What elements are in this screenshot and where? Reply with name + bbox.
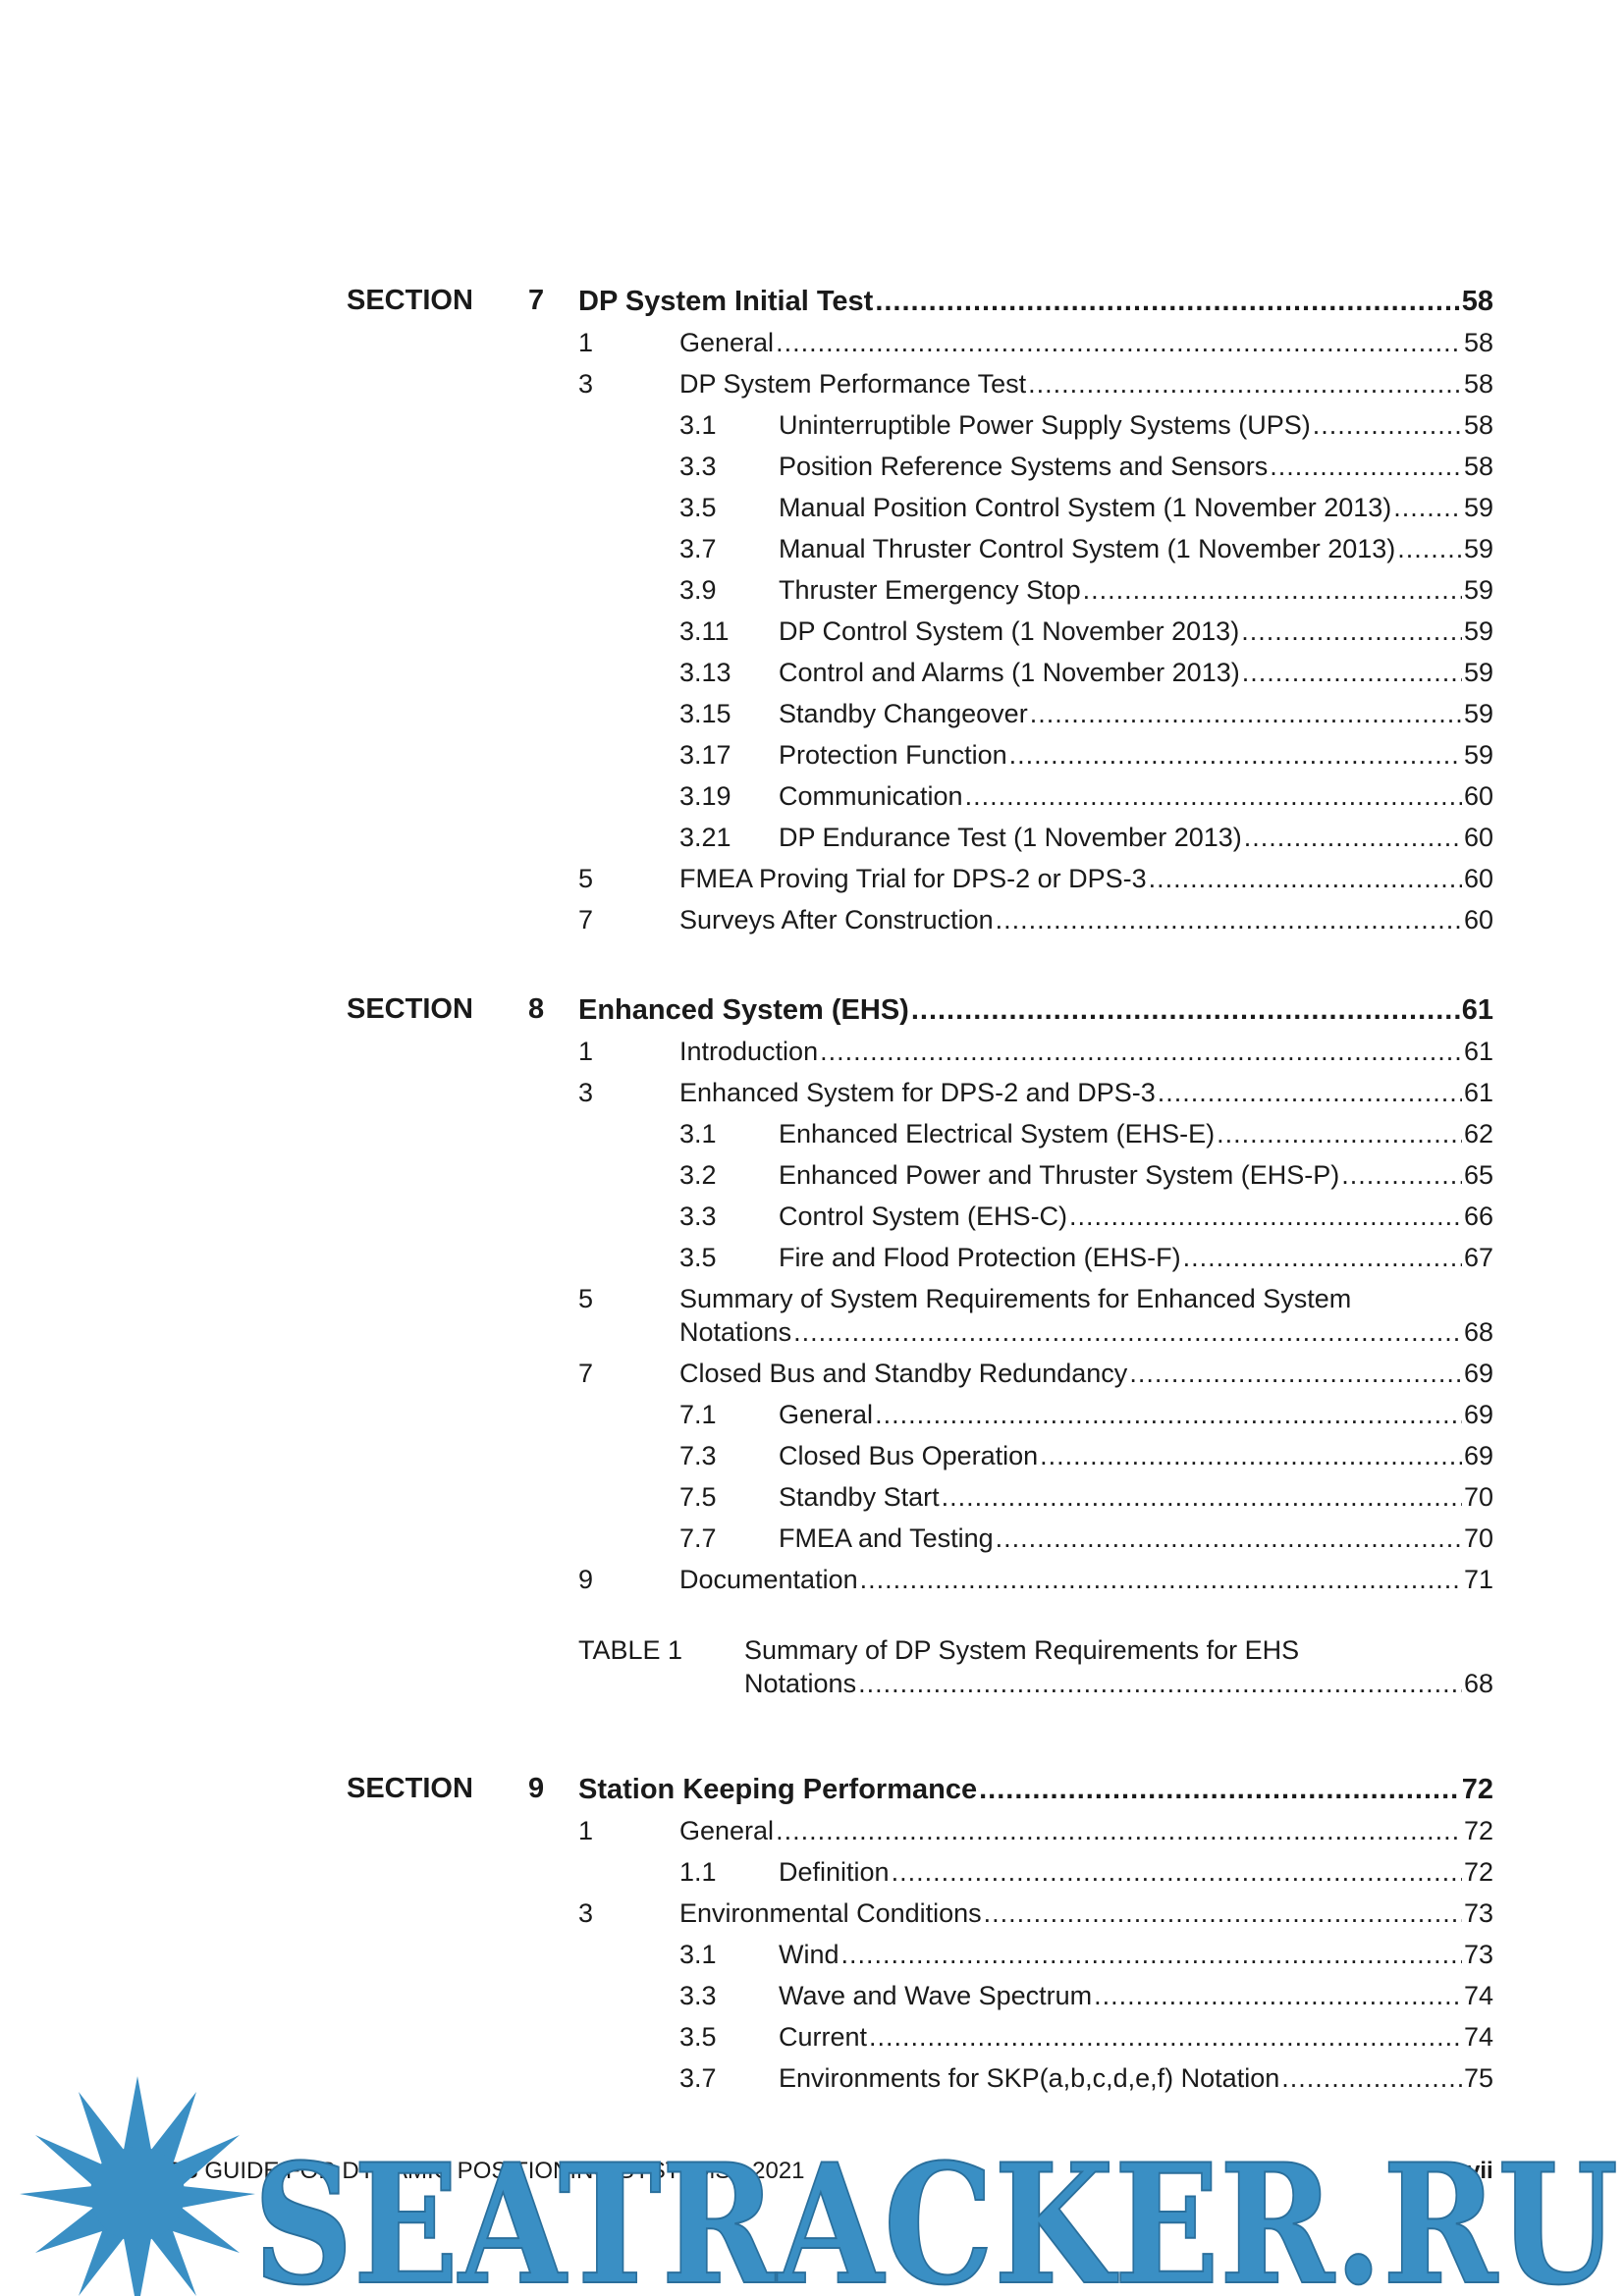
entry-number: 3.5: [679, 1243, 717, 1272]
subentry-row: [679, 1117, 1493, 1150]
table-label: TABLE 1: [578, 1635, 683, 1665]
subentry-row: [679, 2020, 1493, 2054]
entry-number: 3.11: [679, 616, 730, 646]
dot-leader: [1341, 1158, 1462, 1192]
entry-number: 7: [578, 1359, 594, 1388]
subentry-row: [679, 1158, 1493, 1192]
entry-page: 75: [1463, 2063, 1493, 2093]
entry-row-wrapped: [578, 1282, 1351, 1315]
section-label: SECTION: [347, 993, 473, 1025]
entry-page: 74: [1463, 2022, 1493, 2052]
subentry-row: [679, 779, 1493, 813]
entry-number: 5: [578, 1284, 594, 1313]
entry-page: 59: [1463, 740, 1493, 770]
entry-title: Protection Function: [779, 740, 1007, 770]
subentry-row: [679, 821, 1493, 854]
entry-title: Surveys After Construction: [679, 905, 994, 934]
entry-title: Notations: [679, 1317, 792, 1347]
subentry-row: [679, 697, 1493, 730]
table-entry: [578, 1633, 1299, 1667]
section-number: 9: [528, 1773, 545, 1804]
entry-title: General: [679, 328, 775, 357]
subentry-row: [679, 1200, 1493, 1233]
subentry-row: [679, 573, 1493, 607]
entry-page: 58: [1463, 452, 1493, 481]
entry-page: 72: [1463, 1857, 1493, 1887]
section-label: SECTION: [347, 1773, 473, 1804]
entry-title: Documentation: [679, 1565, 858, 1594]
entry-page: 66: [1463, 1201, 1493, 1231]
entry-title: Introduction: [679, 1037, 819, 1066]
dot-leader: [1158, 1076, 1462, 1109]
entry-page: 60: [1463, 905, 1493, 934]
entry-title: Environmental Conditions: [679, 1898, 982, 1928]
entry-page: 59: [1463, 658, 1493, 687]
subentry-row: [679, 1480, 1493, 1514]
entry-number: 3.9: [679, 575, 717, 605]
entry-number: 3.1: [679, 1940, 717, 1969]
entry-number: 3.7: [679, 534, 717, 563]
dot-leader: [996, 903, 1462, 936]
dot-leader: [1030, 697, 1462, 730]
entry-number: 3: [578, 1898, 594, 1928]
entry-number: 3.5: [679, 2022, 717, 2052]
dot-leader: [1094, 1979, 1462, 2012]
entry-title: Thruster Emergency Stop: [779, 575, 1081, 605]
entry-page: 62: [1463, 1119, 1493, 1148]
entry-page: 68: [1463, 1669, 1493, 1698]
dot-leader: [1244, 821, 1462, 854]
dot-leader: [892, 1855, 1462, 1889]
dot-leader: [1083, 573, 1462, 607]
entry-number: 3: [578, 369, 594, 399]
dot-leader: [1242, 656, 1462, 689]
entry-page: 67: [1463, 1243, 1493, 1272]
dot-leader: [911, 993, 1460, 1027]
entry-title: Control System (EHS-C): [779, 1201, 1068, 1231]
subentry-row: [679, 614, 1493, 648]
entry-number: 3.17: [679, 740, 731, 770]
entry-row: [578, 903, 1493, 936]
dot-leader: [860, 1563, 1462, 1596]
entry-number: 3.7: [679, 2063, 717, 2093]
entry-number: 3.15: [679, 699, 731, 728]
entry-title: Station Keeping Performance: [578, 1774, 978, 1805]
entry-page: 58: [1463, 410, 1493, 440]
entry-page: 58: [1463, 328, 1493, 357]
entry-number: 3.3: [679, 1981, 717, 2010]
dot-leader: [1217, 1117, 1462, 1150]
entry-page: 61: [1463, 1037, 1493, 1066]
section-title-row: [578, 285, 1493, 318]
subentry-row: [679, 1979, 1493, 2012]
dot-leader: [875, 285, 1459, 318]
entry-number: 3.5: [679, 493, 717, 522]
entry-page: 70: [1463, 1482, 1493, 1512]
entry-title: DP Control System (1 November 2013): [779, 616, 1240, 646]
subentry-row: [679, 491, 1493, 524]
sunburst-icon: [20, 2076, 255, 2296]
entry-title: Enhanced System for DPS-2 and DPS-3: [679, 1078, 1156, 1107]
subentry-row: [679, 408, 1493, 442]
entry-number: 1: [578, 1037, 594, 1066]
subentry-row: [679, 1398, 1493, 1431]
entry-page: 59: [1463, 575, 1493, 605]
entry-page: 68: [1463, 1317, 1493, 1347]
entry-number: 5: [578, 864, 594, 893]
entry-page: 59: [1463, 699, 1493, 728]
subentry-row: [679, 1439, 1493, 1472]
entry-row: [578, 1076, 1493, 1109]
entry-row: [578, 1563, 1493, 1596]
dot-leader: [1129, 1357, 1462, 1390]
section-label: SECTION: [347, 285, 473, 316]
dot-leader: [1149, 862, 1462, 895]
entry-title: Fire and Flood Protection (EHS-F): [779, 1243, 1181, 1272]
dot-leader: [858, 1667, 1462, 1700]
entry-title: Closed Bus Operation: [779, 1441, 1039, 1470]
entry-row-continued: [679, 1315, 1493, 1349]
dot-leader: [1270, 450, 1462, 483]
subentry-row: [679, 1241, 1493, 1274]
dot-leader: [841, 1938, 1462, 1971]
entry-page: 72: [1461, 1774, 1493, 1805]
section-title-row: [578, 993, 1493, 1027]
entry-number: 3.1: [679, 1119, 717, 1148]
entry-row: [578, 1814, 1493, 1847]
entry-title: Uninterruptible Power Supply Systems (UPS): [779, 410, 1311, 440]
entry-page: 60: [1463, 823, 1493, 852]
table-entry-continued: [744, 1667, 1493, 1700]
footer-page-number: vii: [1467, 2158, 1493, 2184]
entry-title: FMEA Proving Trial for DPS-2 or DPS-3: [679, 864, 1147, 893]
dot-leader: [1183, 1241, 1462, 1274]
entry-title: Summary of System Requirements for Enhanced System: [679, 1284, 1352, 1313]
entry-number: 1.1: [679, 1857, 717, 1887]
entry-page: 58: [1461, 286, 1493, 317]
entry-title: Closed Bus and Standby Redundancy: [679, 1359, 1128, 1388]
subentry-row: [679, 450, 1493, 483]
table-title: Summary of DP System Requirements for EHS: [744, 1635, 1300, 1665]
dot-leader: [979, 1773, 1460, 1806]
entry-page: 73: [1463, 1898, 1493, 1928]
entry-page: 59: [1463, 534, 1493, 563]
entry-title: DP System Initial Test: [578, 286, 874, 317]
entry-number: 7.1: [679, 1400, 717, 1429]
entry-number: 7: [578, 905, 594, 934]
entry-number: 7.5: [679, 1482, 717, 1512]
entry-title: DP Endurance Test (1 November 2013): [779, 823, 1242, 852]
entry-title: DP System Performance Test: [679, 369, 1027, 399]
entry-title: General: [679, 1816, 775, 1845]
watermark-text: SEATRACKER.RU: [253, 2127, 1618, 2296]
entry-title: Manual Thruster Control System (1 November 2013): [779, 534, 1396, 563]
dot-leader: [1069, 1200, 1462, 1233]
entry-title: Enhanced System (EHS): [578, 994, 909, 1026]
entry-row: [578, 326, 1493, 359]
entry-title: Current: [779, 2022, 868, 2052]
dot-leader: [1241, 614, 1462, 648]
entry-title: General: [779, 1400, 874, 1429]
entry-number: 1: [578, 1816, 594, 1845]
dot-leader: [1393, 491, 1462, 524]
entry-page: 71: [1463, 1565, 1493, 1594]
dot-leader: [1040, 1439, 1462, 1472]
entry-number: 7.3: [679, 1441, 717, 1470]
entry-page: 61: [1463, 1078, 1493, 1107]
entry-number: 3.13: [679, 658, 731, 687]
dot-leader: [942, 1480, 1462, 1514]
dot-leader: [1028, 367, 1462, 400]
entry-page: 72: [1463, 1816, 1493, 1845]
dot-leader: [984, 1896, 1462, 1930]
entry-title: Definition: [779, 1857, 890, 1887]
entry-number: 3: [578, 1078, 594, 1107]
dot-leader: [1397, 532, 1462, 565]
section-number: 8: [528, 993, 545, 1025]
entry-title: Manual Position Control System (1 November 2013): [779, 493, 1392, 522]
entry-page: 59: [1463, 493, 1493, 522]
entry-row: [578, 1896, 1493, 1930]
subentry-row: [679, 1855, 1493, 1889]
entry-row: [578, 1357, 1493, 1390]
entry-page: 60: [1463, 781, 1493, 811]
dot-leader: [875, 1398, 1462, 1431]
entry-page: 74: [1463, 1981, 1493, 2010]
entry-title: Control and Alarms (1 November 2013): [779, 658, 1240, 687]
entry-page: 73: [1463, 1940, 1493, 1969]
entry-number: 3.21: [679, 823, 731, 852]
entry-number: 3.1: [679, 410, 717, 440]
dot-leader: [965, 779, 1462, 813]
entry-row: [578, 862, 1493, 895]
dot-leader: [869, 2020, 1462, 2054]
entry-title: Environments for SKP(a,b,c,d,e,f) Notation: [779, 2063, 1280, 2093]
entry-page: 58: [1463, 369, 1493, 399]
entry-row: [578, 1035, 1493, 1068]
entry-title: Standby Changeover: [779, 699, 1028, 728]
entry-title: Enhanced Electrical System (EHS-E): [779, 1119, 1216, 1148]
entry-page: 60: [1463, 864, 1493, 893]
entry-title: Notations: [744, 1669, 857, 1698]
entry-number: 3.3: [679, 452, 717, 481]
dot-leader: [776, 326, 1462, 359]
subentry-row: [679, 1522, 1493, 1555]
entry-number: 1: [578, 328, 594, 357]
section-number: 7: [528, 285, 545, 316]
footer-title: GUIDE FOR DYNAMIC POSITIONING SYSTEMS • 2021: [197, 2158, 805, 2184]
entry-title: Standby Start: [779, 1482, 940, 1512]
subentry-row: [679, 656, 1493, 689]
entry-title: Position Reference Systems and Sensors: [779, 452, 1269, 481]
dot-leader: [1009, 738, 1462, 772]
dot-leader: [996, 1522, 1462, 1555]
dot-leader: [820, 1035, 1462, 1068]
subentry-row: [679, 738, 1493, 772]
watermark: [0, 2061, 1624, 2296]
entry-page: 69: [1463, 1359, 1493, 1388]
entry-title: Enhanced Power and Thruster System (EHS-P): [779, 1160, 1340, 1190]
dot-leader: [1313, 408, 1462, 442]
entry-page: 65: [1463, 1160, 1493, 1190]
entry-page: 61: [1461, 994, 1493, 1026]
entry-title: FMEA and Testing: [779, 1523, 994, 1553]
subentry-row: [679, 532, 1493, 565]
entry-page: 70: [1463, 1523, 1493, 1553]
entry-title: Communication: [779, 781, 963, 811]
entry-number: 3.2: [679, 1160, 717, 1190]
entry-page: 69: [1463, 1400, 1493, 1429]
entry-page: 69: [1463, 1441, 1493, 1470]
dot-leader: [793, 1315, 1462, 1349]
entry-number: 9: [578, 1565, 594, 1594]
entry-page: 59: [1463, 616, 1493, 646]
dot-leader: [776, 1814, 1462, 1847]
entry-number: 7.7: [679, 1523, 717, 1553]
entry-title: Wind: [779, 1940, 839, 1969]
subentry-row: [679, 1938, 1493, 1971]
entry-title: Wave and Wave Spectrum: [779, 1981, 1093, 2010]
entry-number: 3.19: [679, 781, 731, 811]
section-title-row: [578, 1773, 1493, 1806]
entry-number: 3.3: [679, 1201, 717, 1231]
entry-row: [578, 367, 1493, 400]
